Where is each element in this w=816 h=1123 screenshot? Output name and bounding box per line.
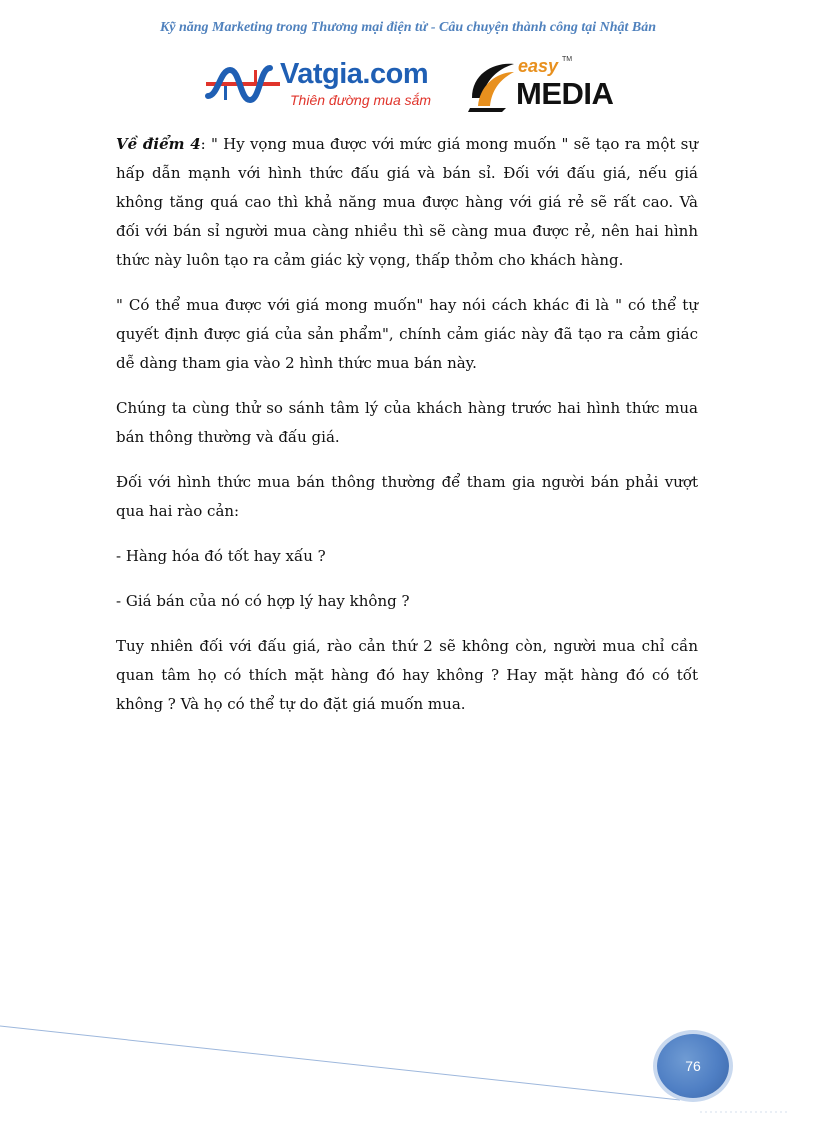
paragraph-1-text: : " Hy vọng mua được với mức giá mong muốn " sẽ tạo ra một sự hấp dẫn mạnh với hình thức đấu giá và bán sỉ. Đối với đấu giá, nếu giá không tăng quá cao thì khả năng mua được hàng với giá rẻ sẽ rất cao. Và đối với bán sỉ người mua càng nhiều thì sẽ càng mua được rẻ, nên hai hình thức này luôn tạo ra cảm giác kỳ vọng, thấp thỏm cho khách hàng.	[116, 135, 698, 269]
paragraph-3: Chúng ta cùng thử so sánh tâm lý của khách hàng trước hai hình thức mua bán thông thường và đấu giá.	[116, 399, 698, 446]
easy-trademark: TM	[562, 56, 573, 63]
vatgia-name: Vatgia.com	[280, 58, 429, 90]
page-number-badge: 76	[657, 1034, 729, 1098]
vatgia-wave-icon	[204, 60, 282, 108]
easy-media-logo	[466, 56, 626, 114]
paragraph-5: Tuy nhiên đối với đấu giá, rào cản thứ 2 sẽ không còn, người mua chỉ cần quan tâm họ có thích mặt hàng đó hay không ? Hay mặt hàng đó có tốt không ? Và họ có thể tự do đặt giá muốn mua.	[116, 637, 698, 713]
paragraph-2: " Có thể mua được với giá mong muốn" hay nói cách khác đi là " có thể tự quyết định được giá của sản phẩm", chính cảm giác này đã tạo ra cảm giác dễ dàng tham gia vào 2 hình thức mua bán này.	[116, 296, 698, 372]
point-label: Về điểm 4	[116, 135, 201, 153]
bullet-2: - Giá bán của nó có hợp lý hay không ?	[116, 592, 410, 610]
easy-media-word: MEDIA	[516, 76, 614, 111]
logo-bar	[204, 56, 624, 114]
document-body	[116, 130, 698, 735]
vatgia-logo	[204, 56, 454, 114]
header-title: Kỹ năng Marketing trong Thương mại điện tử - Câu chuyện thành công tại Nhật Bản	[159, 20, 657, 35]
vatgia-tagline: Thiên đường mua sắm	[290, 92, 432, 108]
paragraph-1	[116, 130, 698, 275]
easy-word: easy	[518, 56, 559, 76]
easy-media-swirl-icon	[466, 58, 518, 112]
bullet-1: - Hàng hóa đó tốt hay xấu ?	[116, 547, 326, 565]
paragraph-4: Đối với hình thức mua bán thông thường để tham gia người bán phải vượt qua hai rào cản:	[116, 473, 698, 520]
